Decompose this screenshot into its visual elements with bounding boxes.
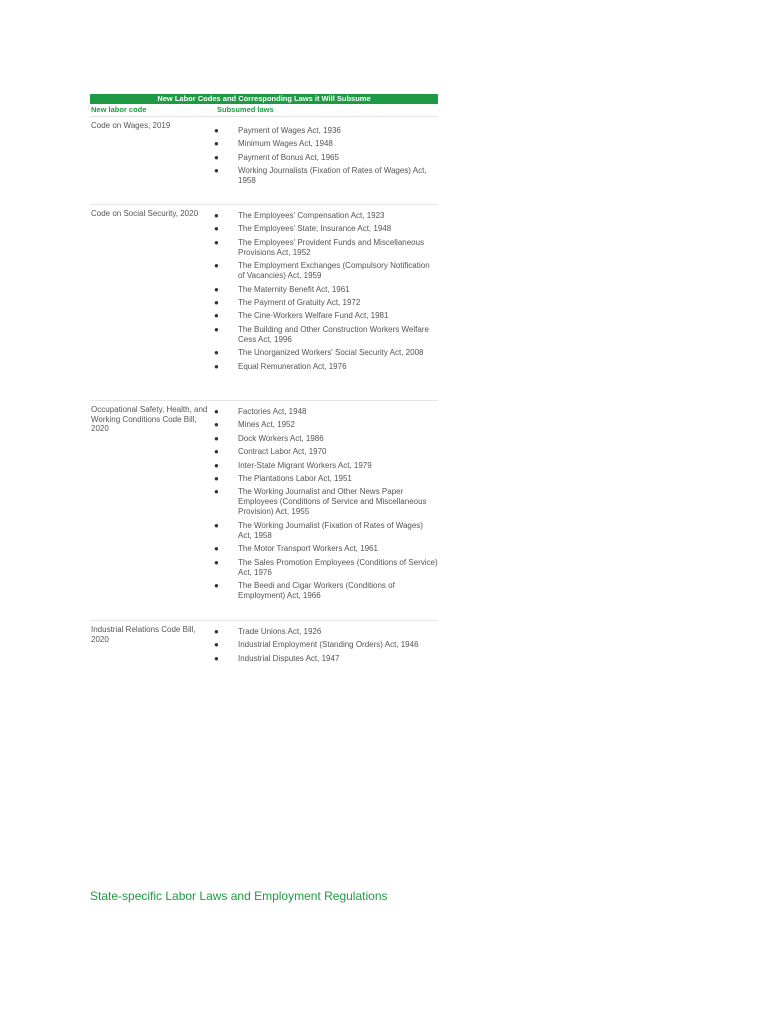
code-name: Occupational Safety, Health, and Working Conditions Code Bill, 2020 [91,405,208,433]
list-item: ● The Employees' Provident Funds and Miscellaneous Provisions Act, 1952 [214,237,425,257]
list-item: ● Trade Unions Act, 1926 [214,627,322,636]
list-item: ● The Beedi and Cigar Workers (Conditions of Employment) Act, 1966 [214,580,395,600]
table-row-code-on-social-security [90,205,438,401]
list-item: ● Equal Remuneration Act, 1976 [214,361,347,371]
list-item: ● Industrial Disputes Act, 1947 [214,653,340,663]
list-item: ● The Building and Other Construction Workers Welfare Cess Act, 1996 [214,324,429,344]
bullet-icon: ● [214,653,219,663]
bullet-icon: ● [214,420,219,430]
list-item: ● Industrial Employment (Standing Orders) Act, 1946 [214,640,419,650]
bullet-icon: ● [214,557,219,567]
bullet-icon: ● [214,261,219,271]
bullet-icon: ● [214,447,219,457]
list-item: ● The Plantations Labor Act, 1951 [214,473,352,483]
bullet-icon: ● [214,139,219,149]
bullet-icon: ● [214,324,219,334]
bullet-icon: ● [214,544,219,554]
list-item: ● The Working Journalist and Other News Paper Employees (Conditions of Service and Miscellaneous Provision) Act, 1955 [214,487,427,517]
labor-codes-table [90,94,438,681]
subsumed-laws-list [214,126,438,190]
bullet-icon: ● [214,361,219,371]
bullet-icon: ● [214,433,219,443]
code-name: Code on Wages, 2019 [91,121,171,130]
list-item: ● The Employees' Compensation Act, 1923 [214,211,385,220]
list-item: ● Mines Act, 1952 [214,420,295,430]
bullet-icon: ● [214,348,219,358]
list-item: ● Inter-State Migrant Workers Act, 1979 [214,460,372,470]
list-item: ● The Maternity Benefit Act, 1961 [214,284,350,294]
list-item: ● The Unorganized Workers' Social Security Act, 2008 [214,348,424,358]
list-item: ● The Payment of Gratuity Act, 1972 [214,297,361,307]
table-row-occupational-safety-code [90,401,438,621]
bullet-icon: ● [214,487,219,497]
list-item: ● The Employment Exchanges (Compulsory Notification of Vacancies) Act, 1959 [214,261,430,281]
bullet-icon: ● [214,166,219,176]
column-header-subsumed-laws: Subsumed laws [217,105,274,114]
list-item: ● Payment of Wages Act, 1936 [214,126,341,135]
list-item: ● Contract Labor Act, 1970 [214,447,327,457]
bullet-icon: ● [214,460,219,470]
bullet-icon: ● [214,126,219,135]
bullet-icon: ● [214,640,219,650]
list-item: ● The Motor Transport Workers Act, 1961 [214,544,378,554]
bullet-icon: ● [214,284,219,294]
list-item: ● Dock Workers Act, 1986 [214,433,324,443]
list-item: ● Minimum Wages Act, 1948 [214,139,333,149]
list-item: ● The Sales Promotion Employees (Conditions of Service) Act, 1976 [214,557,438,577]
table-row-code-on-wages [90,117,438,205]
code-name: Code on Social Security, 2020 [91,209,199,218]
bullet-icon: ● [214,627,219,636]
bullet-icon: ● [214,152,219,162]
bullet-icon: ● [214,580,219,590]
bullet-icon: ● [214,520,219,530]
bullet-icon: ● [214,407,219,416]
bullet-icon: ● [214,311,219,321]
bullet-icon: ● [214,211,219,220]
list-item: ● The Employees' State; Insurance Act, 1948 [214,224,392,234]
list-item: ● Payment of Bonus Act, 1965 [214,152,339,162]
subsumed-laws-list [214,211,438,375]
table-header-row [90,104,438,117]
bullet-icon: ● [214,473,219,483]
table-title: New Labor Codes and Corresponding Laws it Will Subsume [90,94,438,104]
subsumed-laws-list [214,627,438,667]
bullet-icon: ● [214,237,219,247]
bullet-icon: ● [214,224,219,234]
bullet-icon: ● [214,297,219,307]
table-row-industrial-relations-code [90,621,438,681]
code-name: Industrial Relations Code Bill, 2020 [91,625,196,644]
list-item: ● Working Journalists (Fixation of Rates of Wages) Act, 1958 [214,166,427,186]
list-item: ● The Cine-Workers Welfare Fund Act, 1981 [214,311,389,321]
list-item: ● Factories Act, 1948 [214,407,307,416]
subsumed-laws-list [214,407,438,604]
section-heading: State-specific Labor Laws and Employment Regulations [90,889,388,903]
list-item: ● The Working Journalist (Fixation of Rates of Wages) Act, 1958 [214,520,423,540]
column-header-new-labor-code: New labor code [91,105,147,114]
